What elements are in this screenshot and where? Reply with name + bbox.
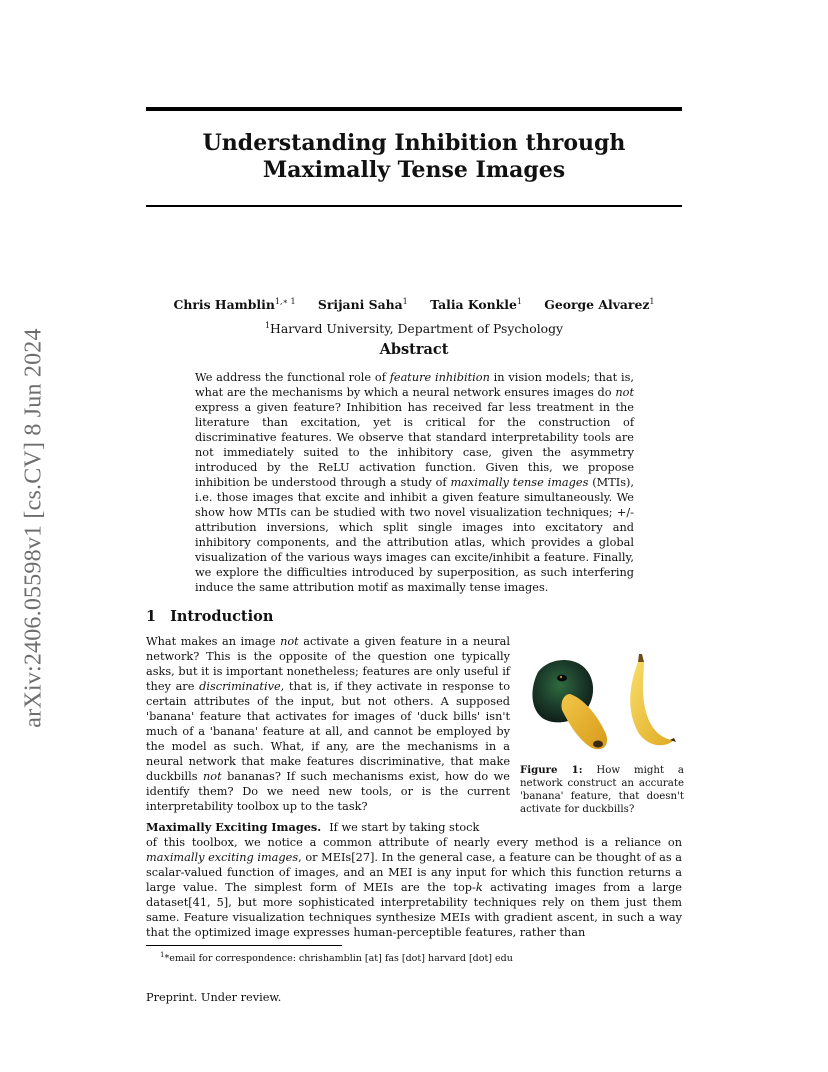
intro-paragraph: What makes an image not activate a given feature in a neural network? This is the opposite of the question one typically asks, but it is important nonetheless; features are only useful if they are discriminative, that is, if they activate in response to certain attributes of the input, but not others. A supposed 'banana' feature that activates for images of 'duck bills' isn't much of a 'banana' feature at all, and cannot be employed by the model as such. What, if any, are the mechanisms in a neural network that make features discriminative, that make duckbills not bananas? If such mechanisms exist, how do we identify them? Do we need new tools, or is the current interpretability toolbox up to the task? — [146, 635, 510, 813]
title-bottom-rule — [146, 205, 682, 207]
section-heading-introduction: 1 Introduction — [146, 608, 274, 625]
arxiv-side-label — [6, 300, 62, 756]
affiliation: $^1$Harvard University, Department of Psychology — [264, 321, 564, 337]
paper-title: Understanding Inhibition through Maximally Tense Images — [202, 130, 626, 183]
arxiv-identifier: arXiv:2406.05598v1 [cs.CV] 8 Jun 2024 — [20, 328, 47, 728]
abstract-body: We address the functional role of feature inhibition in vision models; that is, what are the mechanisms by which a neural network ensures images do not express a given feature? Inhibition has received far less treatment in the literature than excitation, yet is critical for the construction of discriminative features. We observe that standard interpretability tools are not immediately suited to the inhibitory case, given the asymmetry introduced by the ReLU activation function. Given this, we propose inhibition be understood through a study of maximally tense images (MTIs), i.e. those images that excite and inhibit a given feature simultaneously. We show how MTIs can be studied with two novel visualization techniques; +/- attribution inversions, which split single images into excitatory and inhibitory components, and the attribution atlas, which provides a global visualization of the various ways images can excite/inhibit a feature. Finally, we explore the difficulties introduced by superposition, as such interfering induce the same attribution motif as maximally tense images. — [195, 371, 635, 594]
mei-paragraph: Maximally Exciting Images. If we start by taking stock of this toolbox, we notice a common attribute of nearly every method is a reliance on maximally exciting images, or MEIs[27]. In the general case, a feature can be thought of as a scalar-valued function of images, and an MEI is any input for which this function returns a large value. The simplest form of MEIs are the top-k activating images from a large dataset[41, 5], but more sophisticated interpretability techniques rely on them just them same. Feature visualization techniques synthesize MEIs with gradient ascent, in such a way that the optimized image expresses human-perceptible features, rather than — [146, 820, 682, 939]
footnote: $^1$*email for correspondence: chrishamblin [at] fas [dot] harvard [dot] edu — [160, 951, 513, 965]
author: Talia Konkle$^1$ — [430, 297, 522, 313]
author-list — [146, 297, 682, 312]
author: Srijani Saha$^1$ — [317, 297, 408, 313]
banana-icon — [630, 654, 676, 745]
author: Chris Hamblin$^{1,∗ 1}$ — [173, 297, 296, 313]
duck-icon — [532, 660, 607, 749]
author: George Alvarez$^1$ — [544, 297, 655, 313]
footnote-rule — [146, 945, 342, 946]
preprint-note: Preprint. Under review. — [146, 991, 282, 1004]
top-rule — [146, 107, 682, 111]
figure-caption: Figure 1: How might a network construct an accurate 'banana' feature, that doesn't activate for duckbills? — [520, 764, 684, 815]
paragraph-heading: Maximally Exciting Images. — [146, 820, 322, 834]
figure-duck-banana — [520, 648, 682, 760]
abstract-heading: Abstract — [379, 341, 449, 358]
